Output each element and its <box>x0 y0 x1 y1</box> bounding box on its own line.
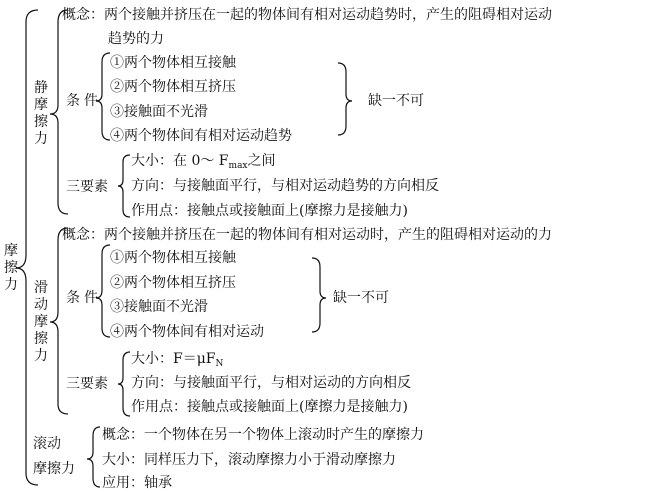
sliding-concept: 概念：两个接触并挤压在一起的物体间有相对运动时，产生的阻碍相对运动的力 <box>62 227 552 243</box>
rolling-application: 应用：轴承 <box>102 475 172 491</box>
static-condition-2: ②两个物体相互挤压 <box>110 79 236 95</box>
rolling-friction-title-line1: 滚动 <box>33 436 61 452</box>
static-friction-title: 静摩擦力 <box>34 80 48 147</box>
sliding-application: 作用点：接触点或接触面上(摩擦力是接触力) <box>131 399 408 415</box>
rolling-bracket <box>87 427 100 487</box>
sliding-condition-2: ②两个物体相互挤压 <box>110 275 236 291</box>
static-magnitude <box>131 153 276 169</box>
rolling-magnitude: 大小：同样压力下，滚动摩擦力小于滑动摩擦力 <box>102 452 396 468</box>
sliding-friction-title: 滑动摩擦力 <box>34 280 48 364</box>
sliding-conditions-label: 条件 <box>66 290 102 306</box>
static-magnitude-suffix: 之间 <box>247 153 276 169</box>
static-direction: 方向：与接触面平行，与相对运动趋势的方向相反 <box>131 178 439 194</box>
sliding-conditions-note: 缺一不可 <box>333 290 389 306</box>
sliding-three-bracket <box>118 352 130 416</box>
sliding-condition-3: ③接触面不光滑 <box>110 299 208 315</box>
static-condition-3: ③接触面不光滑 <box>110 104 208 120</box>
sliding-direction: 方向：与接触面平行，与相对运动的方向相反 <box>131 375 411 391</box>
static-conditions-close <box>338 63 352 135</box>
rolling-friction-title-line2: 摩擦力 <box>33 461 75 477</box>
static-three-elements-label: 三要素 <box>66 179 108 195</box>
sliding-magnitude-sub: N <box>215 359 224 369</box>
static-condition-1: ①两个物体相互接触 <box>110 55 236 71</box>
static-magnitude-prefix: 大小：在 0～ F <box>131 153 229 169</box>
static-concept-continued: 趋势的力 <box>108 31 164 47</box>
sliding-magnitude <box>131 351 223 367</box>
static-conditions-label: 条件 <box>66 93 102 109</box>
root-label: 摩擦力 <box>4 243 18 293</box>
static-application: 作用点：接触点或接触面上(摩擦力是接触力) <box>131 203 408 219</box>
sliding-magnitude-prefix: 大小：F＝μF <box>131 351 216 367</box>
static-concept: 概念：两个接触并挤压在一起的物体间有相对运动趋势时，产生的阻碍相对运动 <box>62 7 552 23</box>
static-magnitude-sub: max <box>228 161 248 171</box>
sliding-three-elements-label: 三要素 <box>66 376 108 392</box>
static-condition-4: ④两个物体间有相对运动趋势 <box>110 128 292 144</box>
sliding-condition-1: ①两个物体相互接触 <box>110 250 236 266</box>
sliding-conditions-close <box>312 258 326 332</box>
rolling-concept: 概念：一个物体在另一个物体上滚动时产生的摩擦力 <box>102 427 424 443</box>
sliding-condition-4: ④两个物体间有相对运动 <box>110 324 264 340</box>
static-three-bracket <box>118 155 130 217</box>
static-conditions-note: 缺一不可 <box>368 93 424 109</box>
